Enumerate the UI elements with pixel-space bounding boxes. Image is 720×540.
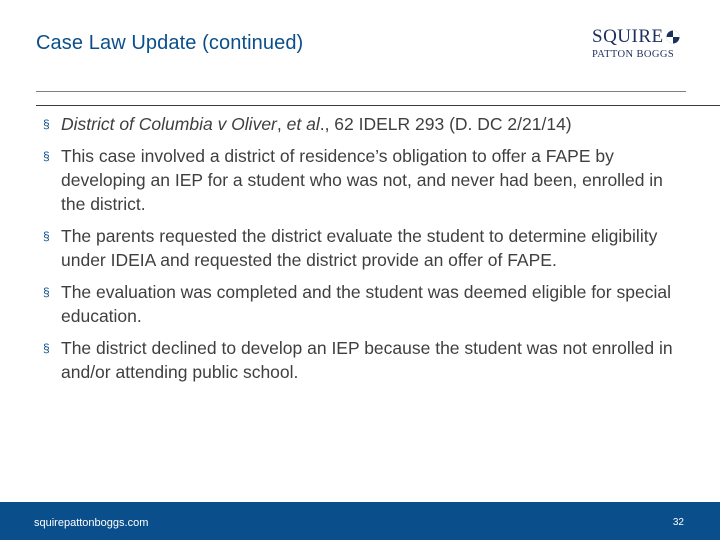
logo-subtitle: PATTON BOGGS [592, 49, 675, 60]
footer-website-link[interactable]: squirepattonboggs.com [34, 517, 149, 529]
case-reference: ., 62 IDELR 293 (D. DC 2/21/14) [319, 114, 572, 134]
header-rule-bottom [36, 105, 720, 106]
footer-bar [0, 502, 720, 540]
bullet-text: The parents requested the district evaluate the student to determine eligibility under IDEIA and requested the district provide an offer of FAPE. [61, 226, 658, 270]
bullet-marker: § [43, 285, 50, 299]
bullet-case-summary [40, 144, 680, 216]
bullet-district-declined [40, 336, 680, 384]
header-rule-top [36, 91, 686, 92]
bullet-marker: § [43, 229, 50, 243]
bullet-text: The evaluation was completed and the student was deemed eligible for special education. [61, 282, 671, 326]
bullet-marker: § [43, 117, 50, 131]
case-separator: , [276, 114, 287, 134]
bullet-text: The district declined to develop an IEP because the student was not enrolled in and/or attending public school. [61, 338, 673, 382]
logo-wordmark: SQUIRE [592, 26, 664, 47]
squire-logo-mark-icon [666, 30, 680, 44]
bullet-case-citation [40, 112, 680, 136]
bullet-list [40, 112, 680, 392]
bullet-marker: § [43, 341, 50, 355]
case-et-al: et al [286, 114, 320, 134]
page-number: 32 [672, 517, 684, 528]
case-name: District of Columbia v Oliver [61, 114, 277, 134]
bullet-text: This case involved a district of residence’s obligation to offer a FAPE by developing an IEP for a student who was not, and never had been, enrolled in the district. [61, 146, 663, 214]
bullet-marker: § [43, 149, 50, 163]
slide-title: Case Law Update (continued) [36, 32, 304, 54]
bullet-parent-request [40, 224, 680, 272]
bullet-evaluation [40, 280, 680, 328]
squire-patton-boggs-logo [592, 27, 692, 60]
